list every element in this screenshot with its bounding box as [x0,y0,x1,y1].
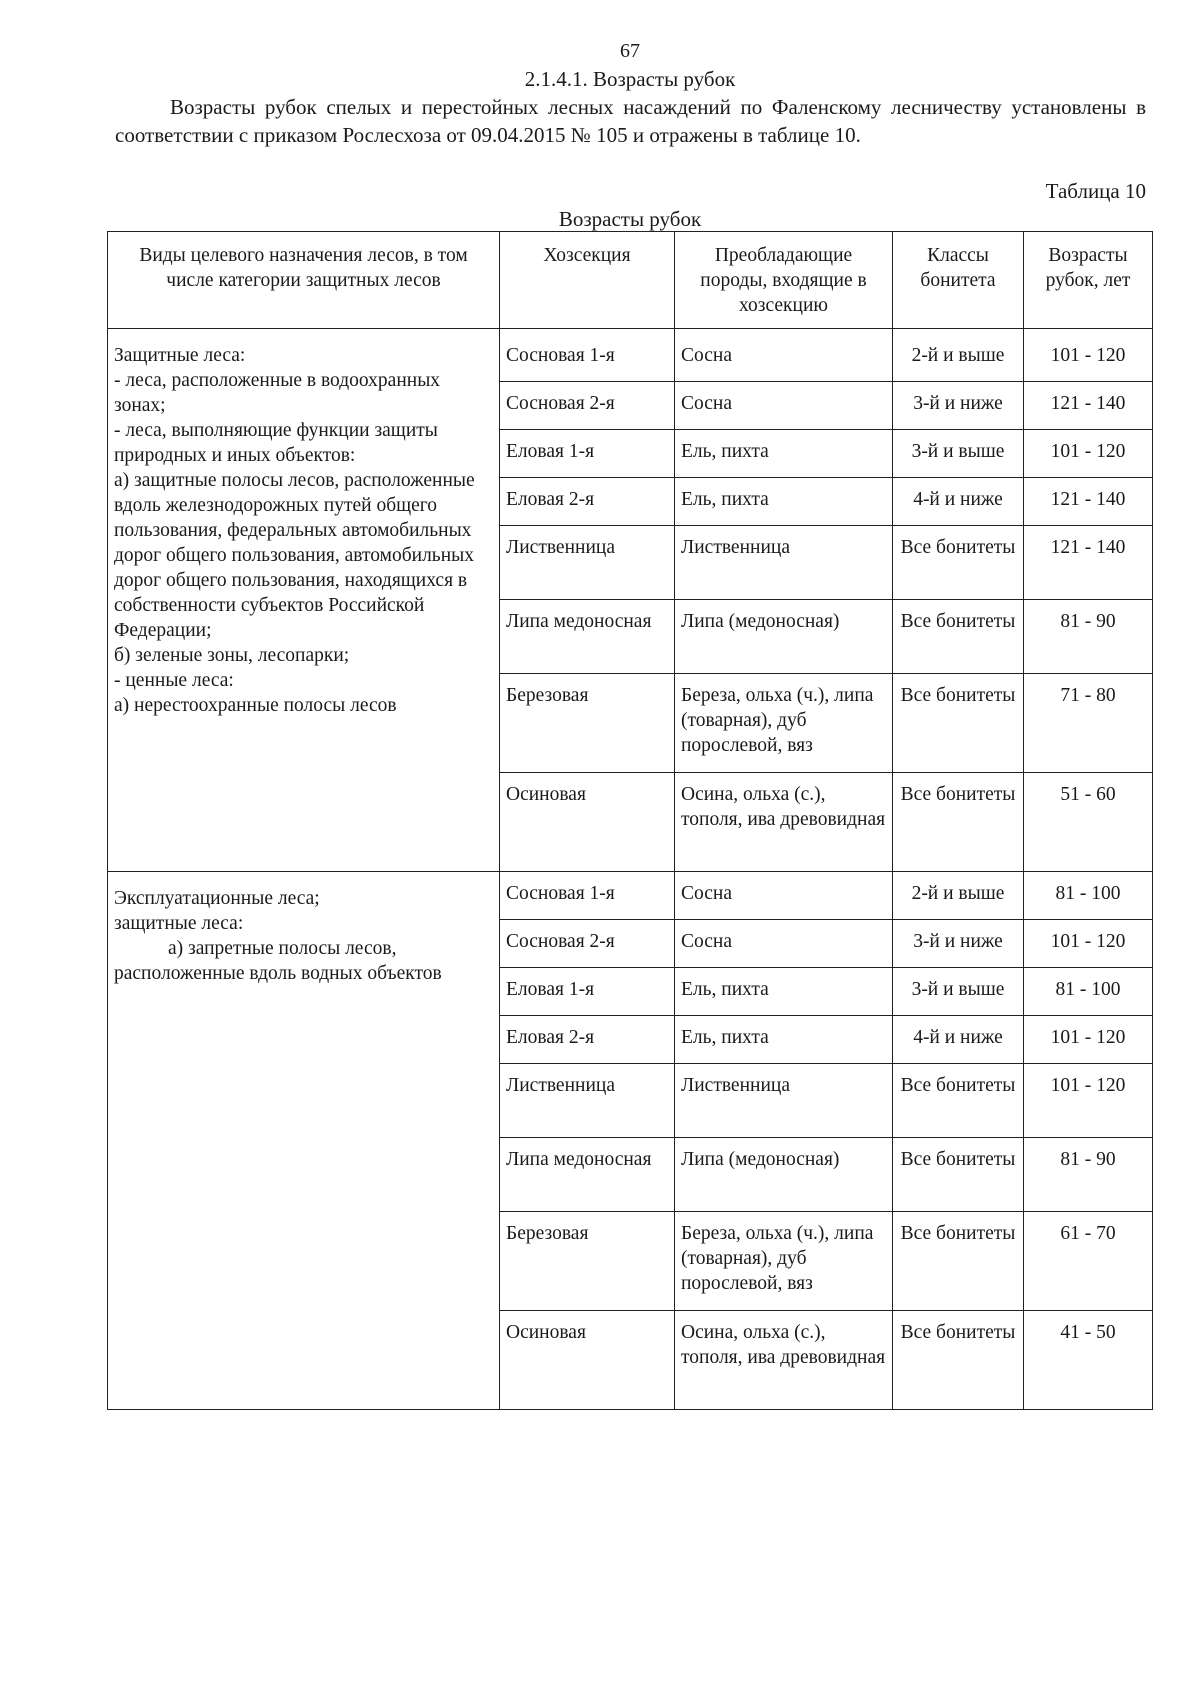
cell-cutting-age: 61 - 70 [1024,1212,1153,1311]
header-species: Преобладающие породы, входящие в хозсекцию [675,232,893,329]
cell-cutting-age: 81 - 90 [1024,600,1153,674]
page-number: 67 [620,40,640,62]
cell-species: Ель, пихта [675,1016,893,1064]
cell-section: Березовая [500,1212,675,1311]
cell-species: Осина, ольха (с.), тополя, ива древовидная [675,773,893,872]
intro-paragraph: Возрасты рубок спелых и перестойных лесных насаждений по Фаленскому лесничеству установлены в соответствии с приказом Рослесхоза от 09.04.2015 № 105 и отражены в таблице 10. [115,95,1146,147]
cell-site-class: Все бонитеты [893,773,1024,872]
cell-section: Осиновая [500,1311,675,1410]
group-line: защитные леса: [114,913,244,934]
cell-section: Еловая 1-я [500,968,675,1016]
cell-cutting-age: 101 - 120 [1024,1064,1153,1138]
cell-site-class: 3-й и ниже [893,920,1024,968]
cell-section: Сосновая 1-я [500,872,675,920]
group-line: а) нерестоохранные полосы лесов [114,695,397,716]
cell-site-class: Все бонитеты [893,674,1024,773]
cell-site-class: Все бонитеты [893,1064,1024,1138]
header-forest-purpose: Виды целевого назначения лесов, в том числе категории защитных лесов [108,232,500,329]
cell-site-class: 2-й и выше [893,329,1024,382]
group-line: - леса, выполняющие функции защиты природных и иных объектов: [114,420,438,466]
cell-species: Лиственница [675,1064,893,1138]
table-row [108,872,1153,920]
cell-species: Ель, пихта [675,478,893,526]
cell-site-class: 3-й и выше [893,430,1024,478]
cell-site-class: Все бонитеты [893,526,1024,600]
cell-site-class: 2-й и выше [893,872,1024,920]
cell-species: Ель, пихта [675,968,893,1016]
cell-species: Сосна [675,382,893,430]
group-line: - леса, расположенные в водоохранных зонах; [114,370,441,416]
cell-cutting-age: 81 - 100 [1024,968,1153,1016]
cell-species: Береза, ольха (ч.), липа (товарная), дуб порослевой, вяз [675,674,893,773]
cell-section: Осиновая [500,773,675,872]
cell-cutting-age: 81 - 100 [1024,872,1153,920]
cell-section: Еловая 2-я [500,1016,675,1064]
cell-cutting-age: 101 - 120 [1024,1016,1153,1064]
cell-section: Березовая [500,674,675,773]
cell-section: Сосновая 1-я [500,329,675,382]
section-title: 2.1.4.1. Возрасты рубок [524,67,736,91]
cell-species: Липа (медоносная) [675,600,893,674]
cell-site-class: Все бонитеты [893,1311,1024,1410]
table-number-label: Таблица 10 [1045,179,1146,203]
table-row [108,329,1153,382]
group-line: б) зеленые зоны, лесопарки; [114,645,350,666]
cell-cutting-age: 41 - 50 [1024,1311,1153,1410]
cell-section: Липа медоносная [500,600,675,674]
cell-species: Сосна [675,872,893,920]
cell-site-class: 4-й и ниже [893,1016,1024,1064]
cell-species: Ель, пихта [675,430,893,478]
cell-site-class: 4-й и ниже [893,478,1024,526]
group-line: Эксплуатационные леса; [114,888,320,909]
forest-purpose-group [108,872,500,1410]
cell-species: Сосна [675,329,893,382]
cell-section: Еловая 1-я [500,430,675,478]
cell-section: Еловая 2-я [500,478,675,526]
table-header-row [108,232,1153,329]
cell-site-class: 3-й и ниже [893,382,1024,430]
cell-site-class: Все бонитеты [893,1212,1024,1311]
cell-site-class: 3-й и выше [893,968,1024,1016]
cell-section: Сосновая 2-я [500,920,675,968]
cell-species: Сосна [675,920,893,968]
cell-cutting-age: 81 - 90 [1024,1138,1153,1212]
cell-species: Береза, ольха (ч.), липа (товарная), дуб порослевой, вяз [675,1212,893,1311]
cell-cutting-age: 71 - 80 [1024,674,1153,773]
cell-cutting-age: 51 - 60 [1024,773,1153,872]
group-line: а) запретные полосы лесов, расположенные вдоль водных объектов [114,938,442,984]
cell-cutting-age: 101 - 120 [1024,430,1153,478]
cell-species: Лиственница [675,526,893,600]
cell-cutting-age: 101 - 120 [1024,329,1153,382]
group-line: а) защитные полосы лесов, расположенные вдоль железнодорожных путей общего пользования, федеральных автомобильных дорог общего пользования, автомобильных дорог общего пользования, находящихся в собственности субъектов Российской Федерации; [114,470,475,641]
forest-purpose-group [108,329,500,872]
table-caption: Возрасты рубок [558,207,702,231]
cell-section: Липа медоносная [500,1138,675,1212]
cell-section: Лиственница [500,1064,675,1138]
cell-site-class: Все бонитеты [893,1138,1024,1212]
cell-site-class: Все бонитеты [893,600,1024,674]
cell-cutting-age: 121 - 140 [1024,526,1153,600]
group-line: - ценные леса: [114,670,234,691]
cell-cutting-age: 101 - 120 [1024,920,1153,968]
cell-cutting-age: 121 - 140 [1024,382,1153,430]
cell-species: Липа (медоносная) [675,1138,893,1212]
header-cutting-age: Возрасты рубок, лет [1024,232,1153,329]
cell-section: Лиственница [500,526,675,600]
cell-cutting-age: 121 - 140 [1024,478,1153,526]
header-site-class: Классы бонитета [893,232,1024,329]
header-section: Хозсекция [500,232,675,329]
cell-section: Сосновая 2-я [500,382,675,430]
cutting-ages-table [107,231,1153,1410]
group-line: Защитные леса: [114,345,246,366]
cell-species: Осина, ольха (с.), тополя, ива древовидная [675,1311,893,1410]
